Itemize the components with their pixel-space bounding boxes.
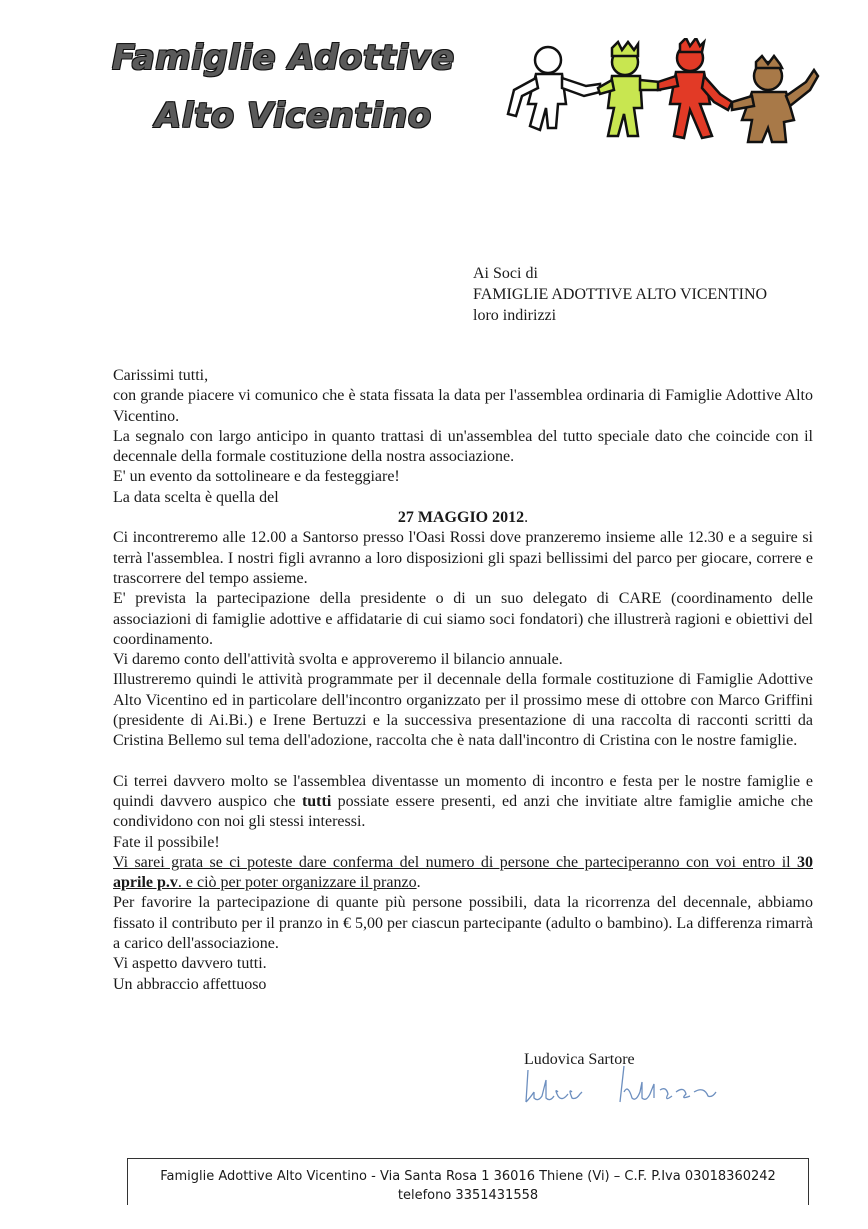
association-title-line1: Famiglie Adottive	[112, 38, 455, 78]
recipient-line1: Ai Soci di	[473, 265, 538, 282]
rsvp-deadline: 30 aprile p.v	[113, 853, 813, 892]
paragraph-11-period: .	[416, 874, 421, 892]
paragraph-spacer	[113, 752, 813, 772]
paragraph-11-underlined-b: . e ciò per poter organizzare il pranzo	[177, 874, 417, 892]
recipient-line2: FAMIGLIE ADOTTIVE ALTO VICENTINO	[473, 286, 768, 303]
paragraph-2: La segnalo con largo anticipo in quanto trattasi di un'assemblea del tutto speciale dato che coincide con il decennale della formale costituzione della nostra associazione.	[113, 427, 813, 466]
greeting: Carissimi tutti,	[113, 367, 209, 384]
event-date-suffix: .	[524, 509, 529, 527]
white-child-figure	[508, 47, 600, 130]
footer-address: Famiglie Adottive Alto Vicentino - Via Santa Rosa 1 36016 Thiene (Vi) – C.F. P.Iva 03018360242	[160, 1169, 776, 1184]
paragraph-7: Vi daremo conto dell'attività svolta e approveremo il bilancio annuale.	[113, 651, 563, 669]
event-date: 27 MAGGIO 2012	[397, 509, 525, 527]
paragraph-10: Fate il possibile!	[113, 833, 220, 851]
paragraph-4: La data scelta è quella del	[113, 488, 279, 506]
red-child-figure	[658, 38, 732, 138]
letter-body	[113, 366, 813, 995]
signer-name: Ludovica Sartore	[524, 1051, 635, 1068]
paragraph-1: con grande piacere vi comunico che è stata fissata la data per l'assemblea ordinaria di Famiglie Adottive Alto Vicentino.	[113, 387, 813, 425]
closing: Un abbraccio affettuoso	[113, 975, 267, 993]
paragraph-13: Vi aspetto davvero tutti.	[113, 955, 267, 973]
event-date-line	[113, 508, 813, 528]
handwritten-signature	[520, 1062, 720, 1107]
footer-box	[127, 1158, 809, 1205]
paragraph-9-text-b: possiate essere presenti, ed anzi che invitiate altre famiglie amiche che condividono con noi gli stessi interessi.	[113, 792, 814, 831]
four-children-holding-hands-logo	[500, 38, 820, 148]
green-child-figure	[598, 42, 660, 136]
paragraph-8: Illustreremo quindi le attività programmate per il decennale della formale costituzione di Famiglie Adottive Alto Vicentino ed in particolare dell'incontro organizzato per il prossimo mese di ottobre con Marco Griffini (presidente di Ai.Bi.) e Irene Bertuzzi e la successiva presentazione di una raccolta di racconti scritti da Cristina Bellemo sul tema dell'adozione, raccolta che è nata dall'incontro di Cristina con le nostre famiglie.	[113, 671, 813, 750]
recipient-block	[473, 263, 767, 326]
paragraph-3: E' un evento da sottolineare e da festeggiare!	[113, 468, 400, 486]
paragraph-9-bold: tutti	[301, 792, 332, 810]
recipient-line3: loro indirizzi	[473, 307, 557, 324]
paragraph-11-underlined-a: Vi sarei grata se ci poteste dare conferma del numero di persone che parteciperanno con voi entro il	[113, 853, 797, 871]
paragraph-9-text-a: Ci terrei davvero molto se l'assemblea diventasse un momento di incontro e festa per le nostre famiglie e quindi davvero auspico che	[113, 772, 813, 810]
brown-child-figure	[732, 56, 818, 142]
footer-phone: telefono 3351431558	[397, 1188, 539, 1203]
paragraph-9	[113, 772, 813, 833]
paragraph-12: Per favorire la partecipazione di quante più persone possibili, data la ricorrenza del decennale, abbiamo fissato il contributo per il pranzo in € 5,00 per ciascun partecipante (adulto o bambino). La differenza rimarrà a carico dell'associazione.	[113, 894, 813, 953]
paragraph-6: E' prevista la partecipazione della presidente o di un suo delegato di CARE (coordinamento delle associazioni di famiglie adottive e affidatarie di cui siamo soci fondatori) che illustrerà ragioni e obiettivi del coordinamento.	[113, 590, 813, 648]
paragraph-11	[113, 853, 813, 894]
association-title-line2: Alto Vicentino	[155, 96, 432, 136]
paragraph-5: Ci incontreremo alle 12.00 a Santorso presso l'Oasi Rossi dove pranzeremo insieme alle 12.30 e a seguire si terrà l'assemblea. I nostri figli avranno a loro disposizioni gli spazi bellissimi del parco per giocare, correre e trascorrere del tempo assieme.	[113, 529, 813, 587]
